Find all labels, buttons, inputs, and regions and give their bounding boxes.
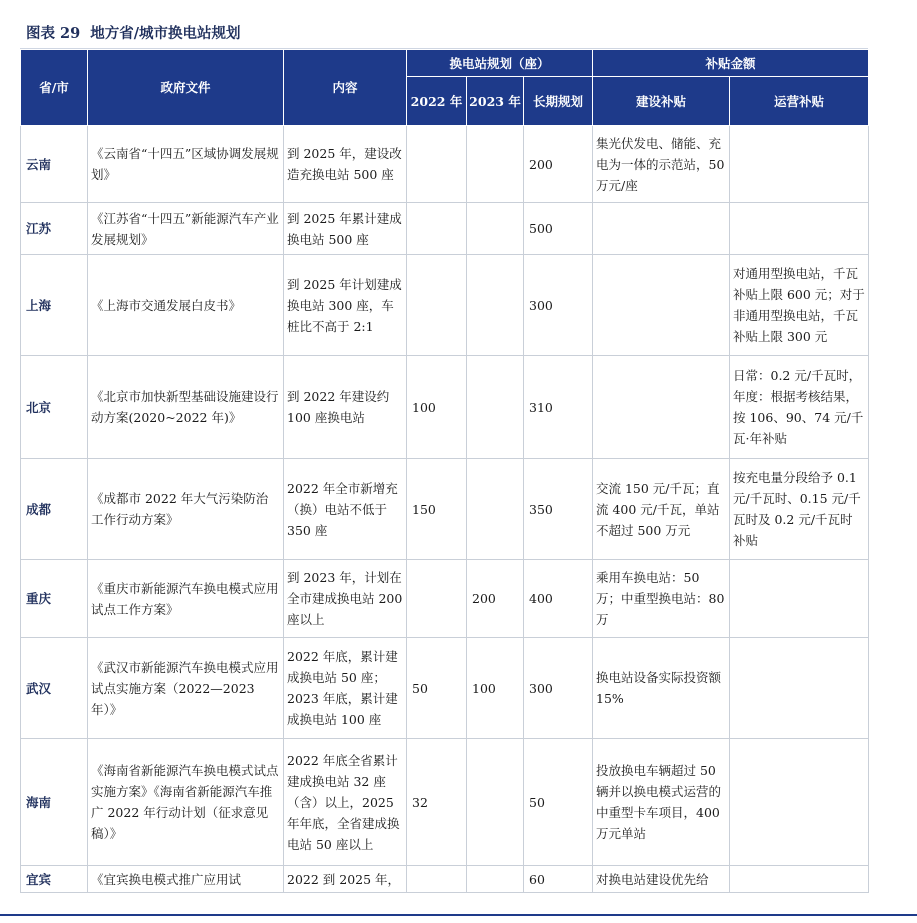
document-cell: 《上海市交通发展白皮书》 <box>88 255 284 356</box>
table-row <box>21 203 869 255</box>
construction-subsidy-cell <box>593 356 730 459</box>
province-cell: 海南 <box>21 739 88 866</box>
document-cell: 《宜宾换电模式推广应用试 <box>88 866 284 893</box>
province-cell: 江苏 <box>21 203 88 255</box>
plan-2023-cell <box>467 356 524 459</box>
plan-long-term-cell: 300 <box>524 255 593 356</box>
plan-long-term-cell: 50 <box>524 739 593 866</box>
plan-long-term-cell: 400 <box>524 560 593 638</box>
figure-caption <box>20 22 868 49</box>
header-operation: 运营补贴 <box>730 77 869 126</box>
plan-2022-cell: 50 <box>407 638 467 739</box>
construction-subsidy-cell: 对换电站建设优先给 <box>593 866 730 893</box>
plan-long-term-cell: 200 <box>524 126 593 203</box>
content-cell: 2022 年全市新增充（换）电站不低于 350 座 <box>284 459 407 560</box>
header-2022: 2022 年 <box>407 77 467 126</box>
content-cell: 到 2025 年计划建成换电站 300 座，车桩比不高于 2:1 <box>284 255 407 356</box>
header-plan-group: 换电站规划（座） <box>407 50 593 77</box>
construction-subsidy-cell: 乘用车换电站：50 万；中重型换电站：80 万 <box>593 560 730 638</box>
operation-subsidy-cell: 对通用型换电站，千瓦补贴上限 600 元；对于非通用型换电站，千瓦补贴上限 300 元 <box>730 255 869 356</box>
figure-title: 地方省/城市换电站规划 <box>90 25 241 42</box>
figure-number: 图表 29 <box>26 25 81 42</box>
header-province: 省/市 <box>21 50 88 126</box>
construction-subsidy-cell: 交流 150 元/千瓦；直流 400 元/千瓦，单站不超过 500 万元 <box>593 459 730 560</box>
header-construction: 建设补贴 <box>593 77 730 126</box>
table-row <box>21 739 869 866</box>
plan-2023-cell: 100 <box>467 638 524 739</box>
plan-long-term-cell: 300 <box>524 638 593 739</box>
plan-2023-cell <box>467 459 524 560</box>
province-cell: 上海 <box>21 255 88 356</box>
table-row <box>21 866 869 893</box>
document-cell: 《成都市 2022 年大气污染防治工作行动方案》 <box>88 459 284 560</box>
header-2023: 2023 年 <box>467 77 524 126</box>
operation-subsidy-cell <box>730 638 869 739</box>
plan-2022-cell <box>407 255 467 356</box>
table-row <box>21 459 869 560</box>
document-cell: 《江苏省“十四五”新能源汽车产业发展规划》 <box>88 203 284 255</box>
header-subsidy-group: 补贴金额 <box>593 50 869 77</box>
construction-subsidy-cell: 换电站设备实际投资额 15% <box>593 638 730 739</box>
document-cell: 《重庆市新能源汽车换电模式应用试点工作方案》 <box>88 560 284 638</box>
plan-2022-cell: 32 <box>407 739 467 866</box>
construction-subsidy-cell <box>593 203 730 255</box>
content-cell: 到 2022 年建设约 100 座换电站 <box>284 356 407 459</box>
operation-subsidy-cell <box>730 203 869 255</box>
table-row <box>21 560 869 638</box>
plan-2022-cell: 150 <box>407 459 467 560</box>
operation-subsidy-cell <box>730 560 869 638</box>
plan-2023-cell <box>467 126 524 203</box>
plan-2022-cell: 100 <box>407 356 467 459</box>
document-cell: 《云南省“十四五”区域协调发展规划》 <box>88 126 284 203</box>
plan-long-term-cell: 500 <box>524 203 593 255</box>
plan-2023-cell: 200 <box>467 560 524 638</box>
plan-2023-cell <box>467 203 524 255</box>
content-cell: 2022 到 2025 年， <box>284 866 407 893</box>
province-cell: 武汉 <box>21 638 88 739</box>
page-bottom-rule <box>0 914 917 916</box>
construction-subsidy-cell <box>593 255 730 356</box>
document-cell: 《海南省新能源汽车换电模式试点实施方案》《海南省新能源汽车推广 2022 年行动计划（征求意见稿）》 <box>88 739 284 866</box>
table-row <box>21 126 869 203</box>
province-cell: 成都 <box>21 459 88 560</box>
document-cell: 《武汉市新能源汽车换电模式应用试点实施方案（2022—2023 年）》 <box>88 638 284 739</box>
operation-subsidy-cell: 日常：0.2 元/千瓦时，年度：根据考核结果，按 106、90、74 元/千瓦·年补贴 <box>730 356 869 459</box>
content-cell: 2022 年底，累计建成换电站 50 座；2023 年底，累计建成换电站 100 座 <box>284 638 407 739</box>
operation-subsidy-cell: 按充电量分段给予 0.1 元/千瓦时、0.15 元/千瓦时及 0.2 元/千瓦时补贴 <box>730 459 869 560</box>
plan-2022-cell <box>407 203 467 255</box>
plan-long-term-cell: 60 <box>524 866 593 893</box>
content-cell: 到 2023 年，计划在全市建成换电站 200 座以上 <box>284 560 407 638</box>
plan-2022-cell <box>407 560 467 638</box>
province-cell: 重庆 <box>21 560 88 638</box>
province-cell: 云南 <box>21 126 88 203</box>
plan-long-term-cell: 310 <box>524 356 593 459</box>
document-cell: 《北京市加快新型基础设施建设行动方案(2020~2022 年)》 <box>88 356 284 459</box>
operation-subsidy-cell <box>730 866 869 893</box>
plan-2023-cell <box>467 866 524 893</box>
table-row <box>21 356 869 459</box>
plan-2022-cell <box>407 126 467 203</box>
table-row <box>21 255 869 356</box>
plan-2023-cell <box>467 255 524 356</box>
plan-2023-cell <box>467 739 524 866</box>
header-content: 内容 <box>284 50 407 126</box>
construction-subsidy-cell: 集光伏发电、储能、充电为一体的示范站，50 万元/座 <box>593 126 730 203</box>
content-cell: 到 2025 年累计建成换电站 500 座 <box>284 203 407 255</box>
construction-subsidy-cell: 投放换电车辆超过 50 辆并以换电模式运营的中重型卡车项目，400 万元单站 <box>593 739 730 866</box>
plan-2022-cell <box>407 866 467 893</box>
content-cell: 到 2025 年，建设改造充换电站 500 座 <box>284 126 407 203</box>
province-cell: 北京 <box>21 356 88 459</box>
battery-swap-plan-table <box>20 49 869 893</box>
content-cell: 2022 年底全省累计建成换电站 32 座（含）以上，2025 年年底，全省建成换电站 50 座以上 <box>284 739 407 866</box>
operation-subsidy-cell <box>730 739 869 866</box>
table-row <box>21 638 869 739</box>
operation-subsidy-cell <box>730 126 869 203</box>
header-document: 政府文件 <box>88 50 284 126</box>
province-cell: 宜宾 <box>21 866 88 893</box>
plan-long-term-cell: 350 <box>524 459 593 560</box>
header-long-term: 长期规划 <box>524 77 593 126</box>
